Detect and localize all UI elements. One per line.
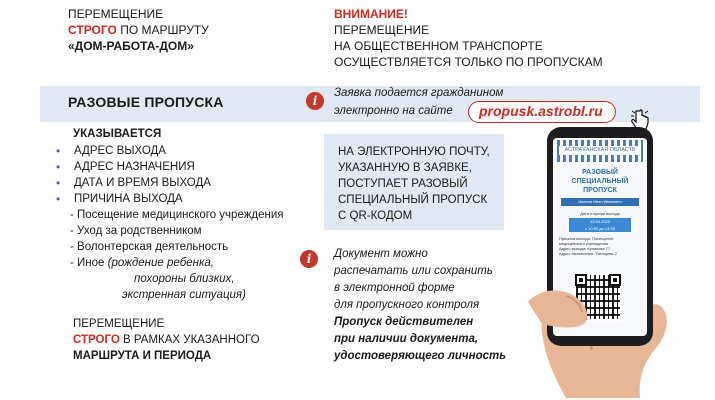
pass-region: АСТРАХАНСКАЯ ОБЛАСТЬ (559, 146, 641, 155)
site-link[interactable]: propusk.astrobl.ru (468, 101, 616, 123)
pass-date-label: Дата и время выхода (580, 211, 620, 216)
attention-heading: ВНИМАНИЕ! (334, 7, 408, 21)
pass-time-value: с 10:00 до 13:00 (585, 226, 615, 231)
pass-detail-line: медицинского учреждения (559, 241, 609, 246)
pass-date-value: 13.04.2020 (589, 219, 611, 224)
attention-line-1: ПЕРЕМЕЩЕНИЕ (334, 23, 430, 37)
other-detail-line-3: экстренная ситуация) (122, 289, 246, 301)
other-detail: (рождение ребенка, (107, 257, 214, 269)
reasons-list (70, 207, 284, 303)
email-notice-line: СПЕЦИАЛЬНЫЙ ПРОПУСК (338, 194, 488, 206)
reason-item-other (70, 255, 284, 271)
pass-title-line: СПЕЦИАЛЬНЫЙ (571, 178, 629, 185)
list-item: • ПРИЧИНА ВЫХОДА (56, 191, 211, 207)
validity-line: Пропуск действителен (334, 316, 474, 328)
period-line-1: ПЕРЕМЕЩЕНИЕ (73, 318, 165, 330)
passes-title: РАЗОВЫЕ ПРОПУСКА (68, 94, 224, 110)
pass-date (569, 218, 631, 232)
email-notice-line: УКАЗАННУЮ В ЗАЯВКЕ, (338, 162, 472, 174)
info-icon: i (306, 92, 324, 110)
thumb-illustration (528, 282, 598, 332)
pass-detail-line: Причина выхода: Посещение (559, 236, 614, 241)
reason-item: - Посещение медицинского учреждения (70, 209, 284, 221)
period-line-2-rest: В РАМКАХ УКАЗАННОГО (119, 334, 260, 346)
document-note-line: в электронной форме (334, 282, 455, 294)
document-note-line: Документ можно (334, 248, 428, 260)
route-restriction-block (68, 6, 209, 54)
pass-title-line: РАЗОВЫЙ (582, 169, 618, 176)
qr-finder (609, 274, 621, 286)
list-item: • ДАТА И ВРЕМЯ ВЫХОДА (56, 175, 211, 191)
period-restriction-block (73, 316, 260, 364)
reason-item: - Уход за родственником (70, 225, 202, 237)
attention-line-3: ОСУЩЕСТВЛЯЕТСЯ ТОЛЬКО ПО ПРОПУСКАМ (334, 55, 603, 69)
list-item: • АДРЕС ВЫХОДА (56, 143, 211, 159)
reason-item: - Волонтерская деятельность (70, 241, 229, 253)
email-notice-line: НА ЭЛЕКТРОННУЮ ПОЧТУ, (338, 146, 490, 158)
route-line-2-rest: ПО МАРШРУТУ (116, 23, 209, 37)
pass-details (559, 236, 643, 256)
period-line-3: МАРШРУТА И ПЕРИОДА (73, 350, 212, 362)
other-detail-line-2: похороны близких, (134, 273, 235, 285)
period-line-2 (73, 332, 260, 348)
document-note (334, 246, 506, 365)
route-line-3: «ДОМ-РАБОТА-ДОМ» (68, 39, 194, 53)
pass-detail-line: Адрес выхода: Куликова 77 (559, 246, 611, 251)
email-notice-line: ПОСТУПАЕТ РАЗОВЫЙ (338, 178, 468, 190)
pass-detail-line: Адрес назначения: Татищева 2 (559, 251, 617, 256)
application-note-line-2: электронно на сайте (334, 105, 453, 117)
document-note-line: распечатать или сохранить (334, 265, 493, 277)
validity-line: удостоверяющего личность (334, 350, 507, 362)
strict-word: СТРОГО (73, 334, 120, 346)
email-notice-line: С QR-КОДОМ (338, 210, 413, 222)
route-line-2 (68, 22, 209, 38)
specify-heading: УКАЗЫВАЕТСЯ (73, 128, 162, 140)
pass-holder-name: Иванов Иван Иванович (561, 198, 639, 206)
specify-list (56, 143, 211, 207)
list-item: • АДРЕС НАЗНАЧЕНИЯ (56, 159, 211, 175)
pass-title (557, 168, 643, 195)
route-line-1: ПЕРЕМЕЩЕНИЕ (68, 7, 164, 21)
document-note-line: для пропускного контроля (334, 299, 480, 311)
strict-word: СТРОГО (68, 23, 117, 37)
info-icon: i (300, 250, 318, 268)
pass-title-line: ПРОПУСК (583, 187, 617, 194)
attention-block (334, 6, 603, 70)
pass-header (553, 138, 647, 164)
other-prefix: - Иное (70, 257, 108, 269)
attention-line-2: НА ОБЩЕСТВЕННОМ ТРАНСПОРТЕ (334, 39, 543, 53)
email-notice-box (324, 134, 504, 230)
validity-line: при наличии документа, (334, 333, 479, 345)
application-note-line-1: Заявка подается гражданином (334, 87, 504, 99)
